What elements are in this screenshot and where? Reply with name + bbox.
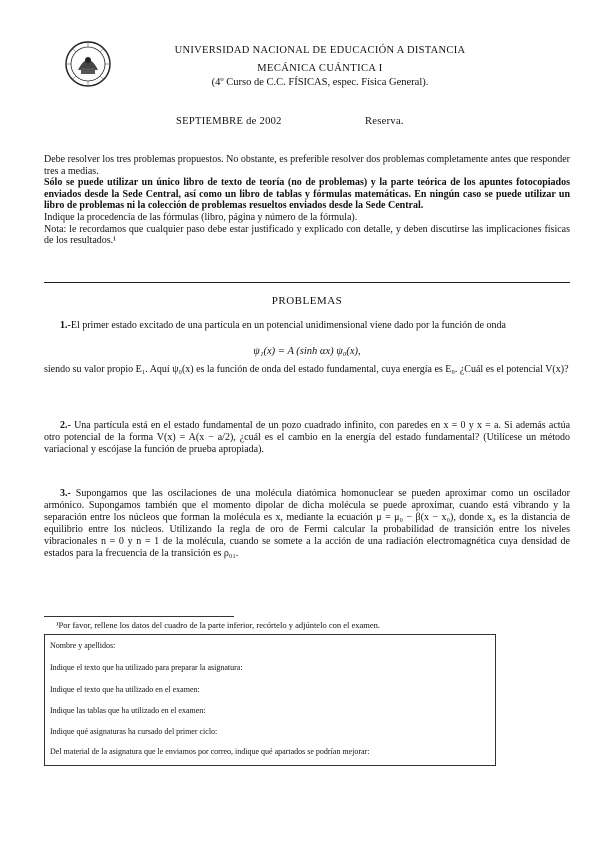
problem-number: 3.- (60, 488, 71, 499)
form-field-prep-text[interactable]: Indique el texto que ha utilizado para preparar la asignatura: (50, 663, 243, 672)
form-field-subjects[interactable]: Indique qué asignaturas ha cursado del primer ciclo: (50, 727, 218, 736)
university-seal-icon (64, 40, 112, 88)
footnote-rule (44, 616, 234, 617)
problem-1-equation: ψ₁(x) = A (sinh αx) ψ₀(x), (253, 346, 361, 357)
problem-text: El primer estado excitado de una partícula en un potencial unidimensional viene dado por la función de onda (70, 320, 506, 331)
form-field-exam-text[interactable]: Indique el texto que ha utilizado en el examen: (50, 685, 200, 694)
student-info-form (44, 634, 496, 766)
section-title: PROBLEMAS (271, 295, 343, 307)
instruction-paragraph: Debe resolver los tres problemas propuestos. No obstante, es preferible resolver dos problemas completamente antes que responder tres a medias. (44, 154, 570, 177)
form-field-tables[interactable]: Indique las tablas que ha utilizado en el examen: (50, 706, 206, 715)
course-subtitle: (4º Curso de C.C. FÍSICAS, espec. Física General). (211, 77, 429, 88)
course-title: MECÁNICA CUÁNTICA I (257, 63, 383, 74)
problem-2 (44, 420, 570, 456)
problem-1 (44, 320, 570, 332)
university-name: UNIVERSIDAD NACIONAL DE EDUCACIÓN A DISTANCIA (174, 45, 466, 56)
problem-text: Una partícula está en el estado fundamental de un pozo cuadrado infinito, con paredes en x = 0 y x = a. Si además actúa otro potencial de la forma V(x) = A(x − a/2), ¿cuál es el cambio en la energía del estado fundamental? (Utilícese un método variacional y escójase la función de prueba apropiada). (44, 420, 571, 455)
problem-text: siendo su valor propio E₁. Aquí ψ₀(x) es la función de onda del estado fundamental, cuya energía es E₀. ¿Cuál es el potencial V(x)? (44, 364, 569, 375)
problem-text: Supongamos que las oscilaciones de una molécula diatómica homonuclear se pueden aproximar como un oscilador armónico. Supongamos también que el momento dipolar de dicha molécula se puede aproximar, cuando está vibrando y la separación entre los núcleos que forman la molécula es x, mediante la ecuación μ = μ₀ − β(x − x₀), donde x₀ es la distancia de equilibrio entre los núcleos. Utilizando la regla de oro de Fermi calcular la probabilidad de transición entre los niveles vibracionales n = 0 y n = 1 de la molécula, cuando se somete a la acción de una radiación electromagnética cuya densidad de estados para la frecuencia de la transición es ρ₀₁. (44, 488, 571, 559)
instruction-paragraph: Indique la procedencia de las fórmulas (libro, página y número de la fórmula). (44, 211, 358, 223)
problem-number: 1.- (60, 320, 71, 331)
instruction-paragraph: Nota: le recordamos que cualquier paso debe estar justificado y explicado con detalle, y deben discutirse las implicaciones físicas de los resultados.¹ (44, 223, 570, 247)
exam-session: Reserva. (365, 116, 404, 127)
problem-1-continued (44, 364, 570, 376)
form-field-feedback[interactable]: Del material de la asignatura que le enviamos por correo, indique qué apartados se podrían mejorar: (50, 747, 370, 756)
problem-3 (44, 488, 570, 560)
problem-number: 2.- (60, 420, 71, 431)
form-field-name[interactable]: Nombre y apellidos: (50, 641, 116, 650)
exam-date: SEPTIEMBRE de 2002 (176, 116, 282, 127)
instruction-paragraph: Sólo se puede utilizar un único libro de texto de teoría (no de problemas) y la parte teórica de los apuntes fotocopiados enviados desde la Sede Central, así como un libro de tablas y fórmulas matemáticas. En ningún caso se puede utilizar un libro de problemas ni la colección de problemas resueltos enviados desde la Sede Central. (44, 177, 570, 212)
instructions (44, 154, 570, 247)
divider (44, 282, 570, 283)
footnote: ¹Por favor, rellene los datos del cuadro de la parte inferior, recórtelo y adjúntelo con el examen. (56, 620, 381, 630)
